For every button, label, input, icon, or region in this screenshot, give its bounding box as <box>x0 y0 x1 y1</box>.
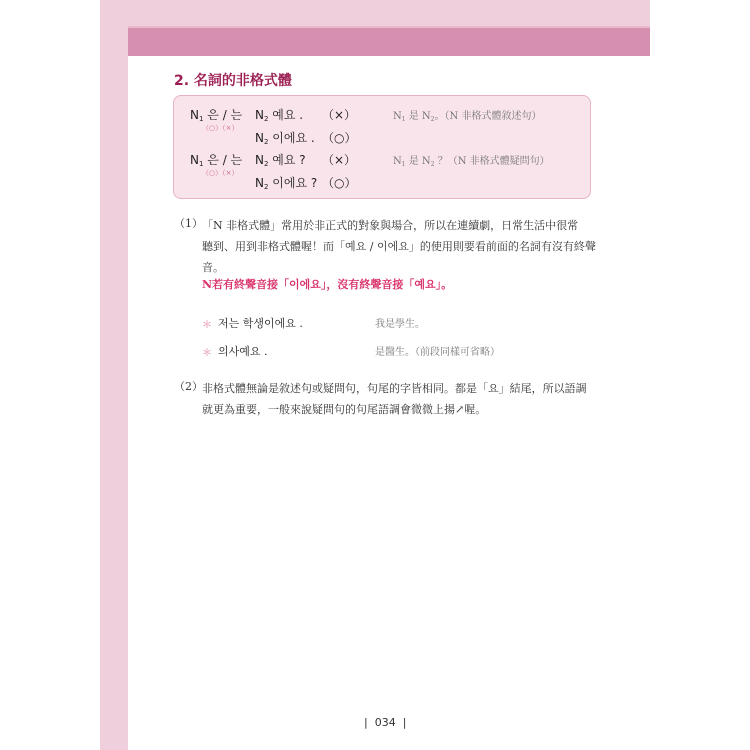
rule-ending: $N_2$ 이에요 ? <box>255 176 318 191</box>
example-gloss: 是醫生。（前段同樣可省略） <box>375 347 500 358</box>
note-line: 非格式體無論是敘述句或疑問句，句尾的字皆相同。都是「요」結尾，所以語調 <box>202 382 587 395</box>
rule-gloss: $N_1$ 是 $N_2$。（N 非格式體敘述句） <box>393 111 542 123</box>
header-band <box>128 26 650 56</box>
section-title: 2. 名詞的非格式體 <box>174 73 292 89</box>
note-number: （2） <box>174 380 203 393</box>
rule-gloss: $N_1$ 是 $N_2$ ？（N 非格式體疑問句） <box>393 156 550 168</box>
note-number: （1） <box>174 217 203 230</box>
highlight-rule: N若有終聲音接「이에요」，沒有終聲音接「예요」。 <box>202 278 453 291</box>
page-number: | 034 | <box>364 716 407 729</box>
rule-prefix: $N_1$ 은 / 는 <box>190 153 243 168</box>
bullet-icon: ＊ <box>202 320 212 331</box>
note-paragraph <box>202 215 596 278</box>
wrong-mark: （×） <box>322 153 357 167</box>
correct-mark: （○） <box>322 131 357 145</box>
note-line: 聽到、用到非格式體喔！而「예요 / 이에요」的使用則要看前面的名詞有沒有終聲 <box>202 240 596 253</box>
example-korean: 저는 학생이에요 . <box>218 317 303 330</box>
note-line: 音。 <box>202 261 224 274</box>
particle-note: （○）（×） <box>202 169 239 177</box>
bullet-icon: ＊ <box>202 348 212 359</box>
note-paragraph <box>202 378 587 420</box>
rule-ending: $N_2$ 이에요 . <box>255 131 315 146</box>
wrong-mark: （×） <box>322 108 357 122</box>
rule-ending: $N_2$ 예요 ? <box>255 153 306 168</box>
example-korean: 의사예요 . <box>218 345 268 358</box>
rule-prefix: $N_1$ 은 / 는 <box>190 108 243 123</box>
rule-ending: $N_2$ 예요 . <box>255 108 304 123</box>
note-line: 就更為重要，一般來說疑問句的句尾語調會微微上揚↗喔。 <box>202 403 487 416</box>
correct-mark: （○） <box>322 176 357 190</box>
note-line: 「N 非格式體」常用於非正式的對象與場合，所以在連續劇，日常生活中很常 <box>202 219 579 232</box>
example-gloss: 我是學生。 <box>375 319 425 330</box>
particle-note: （○）（×） <box>202 124 239 132</box>
